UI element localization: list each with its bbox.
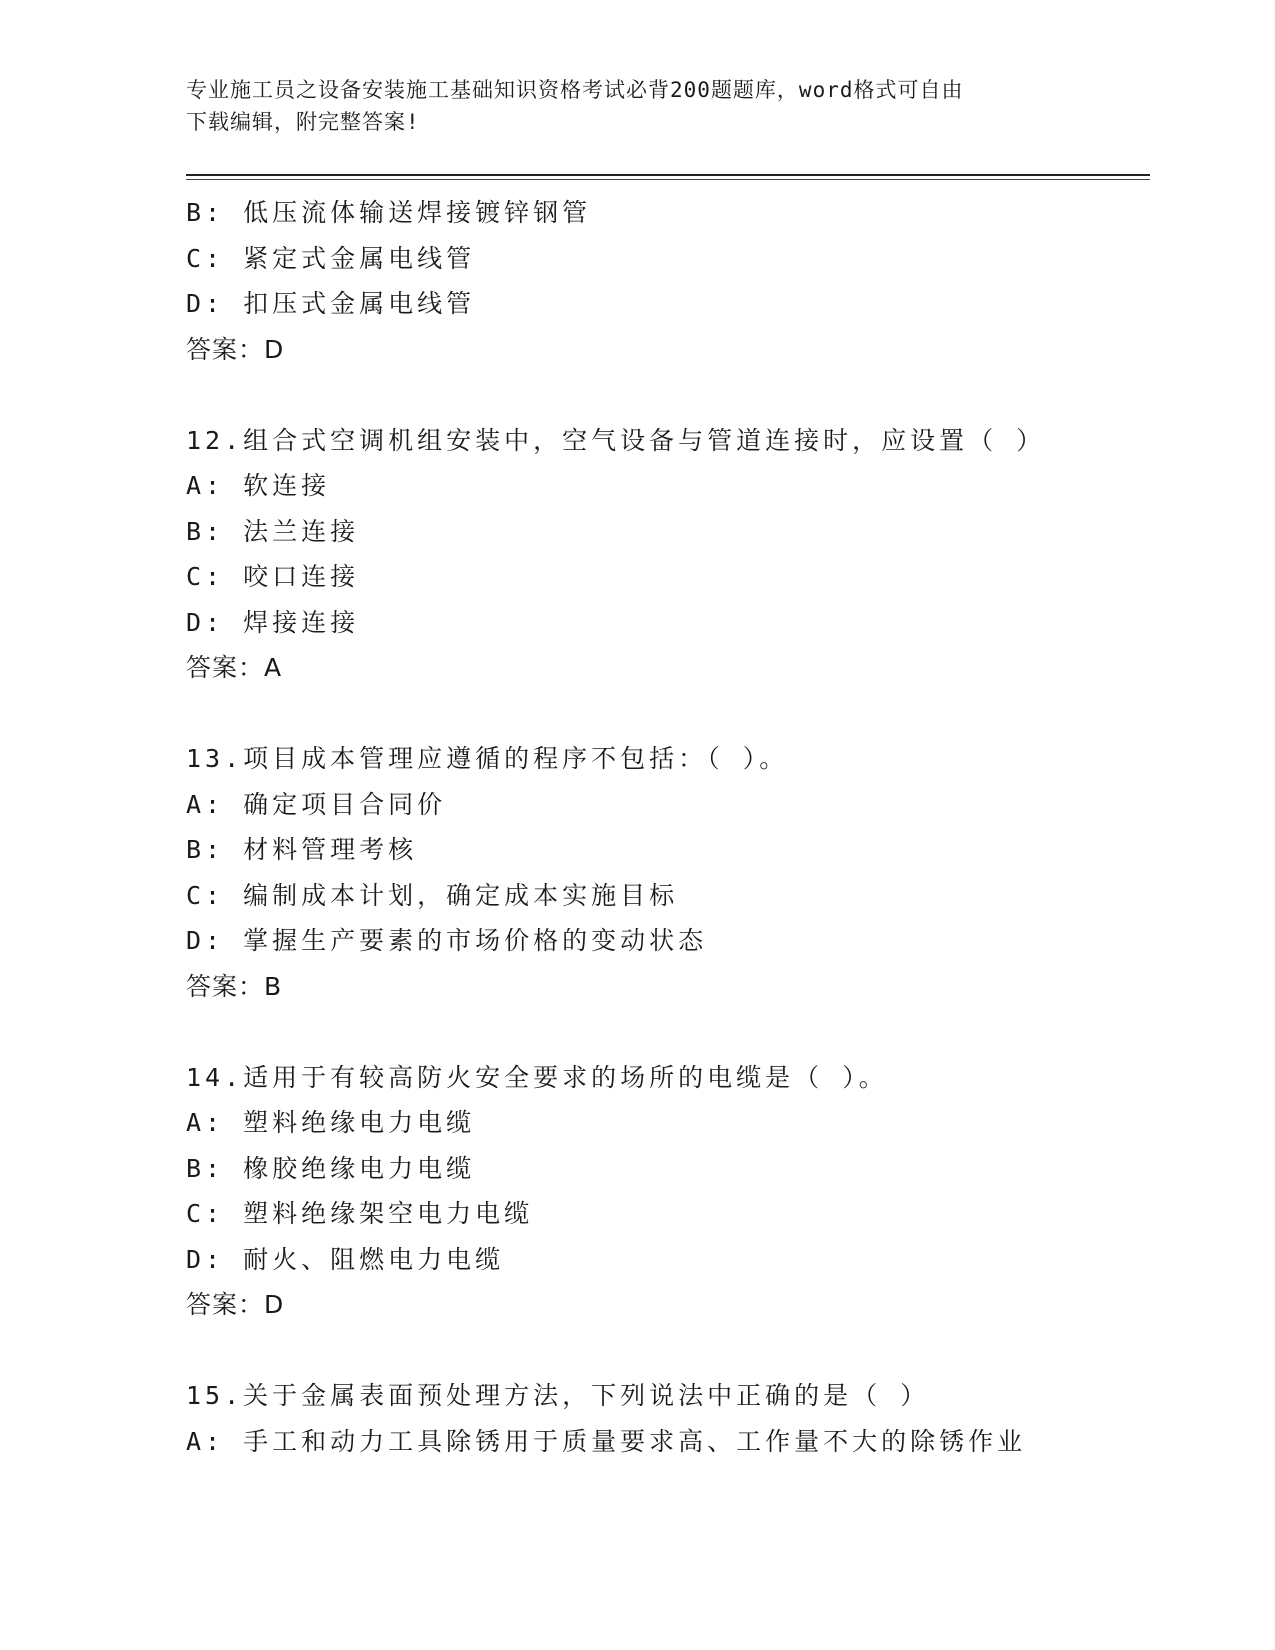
answer-line: 答案：D (186, 334, 285, 364)
answer-line: 答案：B (186, 971, 283, 1001)
option-a: A: 软连接 (186, 471, 331, 500)
option-b: B: 橡胶绝缘电力电缆 (186, 1153, 476, 1183)
question-stem: 14.适用于有较高防火安全要求的场所的电缆是（ ）。 (186, 1062, 888, 1092)
question-stem: 13.项目成本管理应遵循的程序不包括：（ ）。 (186, 744, 789, 773)
option-a: A: 确定项目合同价 (186, 789, 447, 819)
question-block-14 (186, 1055, 1136, 1328)
option-c: C: 咬口连接 (186, 562, 360, 591)
document-header (186, 74, 1086, 138)
question-stem: 12.组合式空调机组安装中，空气设备与管道连接时，应设置（ ） (186, 425, 1046, 455)
option-c: C: 紧定式金属电线管 (186, 243, 476, 273)
option-a: A: 塑料绝缘电力电缆 (186, 1108, 476, 1137)
option-c: C: 编制成本计划，确定成本实施目标 (186, 880, 679, 910)
option-b: B: 材料管理考核 (186, 835, 418, 864)
question-block-11 (186, 190, 1136, 372)
question-block-12 (186, 418, 1136, 691)
option-d: D: 扣压式金属电线管 (186, 289, 476, 318)
header-line-2: 下载编辑，附完整答案! (186, 110, 420, 134)
header-divider-thin (186, 179, 1150, 180)
option-d: D: 焊接连接 (186, 607, 360, 637)
spacer (186, 1009, 1136, 1055)
option-b: B: 低压流体输送焊接镀锌钢管 (186, 198, 592, 227)
spacer (186, 372, 1136, 418)
header-divider-thick (186, 174, 1150, 176)
question-block-13 (186, 736, 1136, 1009)
header-line-1: 专业施工员之设备安装施工基础知识资格考试必背200题题库，word格式可自由 (186, 78, 964, 102)
spacer (186, 1328, 1136, 1374)
question-stem: 15.关于金属表面预处理方法，下列说法中正确的是（ ） (186, 1381, 930, 1410)
option-a: A: 手工和动力工具除锈用于质量要求高、工作量不大的除锈作业 (186, 1426, 1027, 1456)
option-d: D: 掌握生产要素的市场价格的变动状态 (186, 926, 708, 955)
question-list (186, 190, 1136, 1464)
option-c: C: 塑料绝缘架空电力电缆 (186, 1199, 534, 1228)
answer-line: 答案：D (186, 1290, 285, 1319)
question-block-15 (186, 1373, 1136, 1464)
answer-line: 答案：A (186, 653, 283, 682)
spacer (186, 691, 1136, 737)
option-d: D: 耐火、阻燃电力电缆 (186, 1244, 505, 1274)
option-b: B: 法兰连接 (186, 516, 360, 546)
